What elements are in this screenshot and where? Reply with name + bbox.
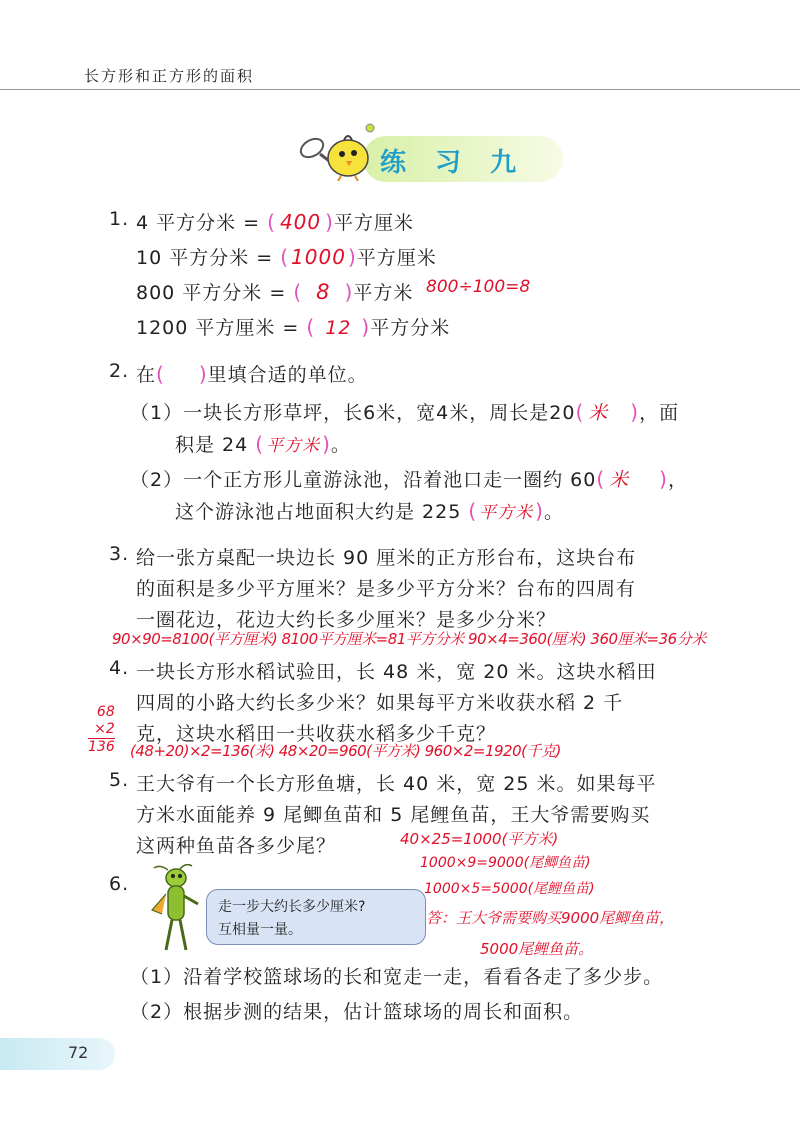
q1-line-3-answer: 8 [316,280,331,304]
q2-intro-b: 里填合适的单位。 [207,364,368,386]
exercise-title: 练 习 九 [380,148,527,178]
q2-p2-answer-2: 平方米 [479,503,534,523]
q6-number: 6. [109,873,130,895]
q4-line-2: 四周的小路大约长多少米？如果每平方米收获水稻 2 千 [136,692,624,714]
header-title: 长方形和正方形的面积 [84,67,255,85]
q4-handwritten-work: (48+20)×2=136(米) 48×20=960(平方米) 960×2=1920(千克) [130,742,561,760]
q1-line-1: 4 平方分米 = ( 400 )平方厘米 [136,210,414,234]
q5-work-line-1: 40×25=1000(平方米) [400,830,559,848]
q2-p2-c: 这个游泳池占地面积大约是 225 [175,501,462,523]
q5-work-line-3: 1000×5=5000(尾鲤鱼苗) [424,881,595,897]
q2-p1-c: 积是 24 [175,434,249,456]
q2-p1-b: ，面 [639,402,680,424]
q5-number: 5. [109,769,130,791]
q1-line-4-suffix: 平方分米 [370,317,451,339]
q4-side-calc-3: 136 [88,739,115,755]
q5-line-1: 王大爷有一个长方形鱼塘，长 40 米，宽 25 米。如果每平 [136,773,657,795]
q6-part-1: （1）沿着学校篮球场的长和宽走一走，看看各走了多少步。 [130,966,664,988]
page-number-tab [0,1038,115,1070]
q3-line-2: 的面积是多少平方厘米？是多少平方分米？台布的四周有 [136,578,637,600]
speech-line-2: 互相量一量。 [218,922,302,938]
q1-line-3: 800 平方分米 = ( 8 )平方米 [136,280,414,304]
q1-note: 800÷100=8 [426,277,531,297]
grasshopper-illustration [140,864,206,956]
header-rule [0,89,800,90]
q6-part-2: （2）根据步测的结果，估计篮球场的周长和面积。 [130,1001,584,1023]
q1-line-3-suffix: 平方米 [353,282,414,304]
speech-line-1: 走一步大约长多少厘米? [218,899,366,915]
q2-p1-answer-1: 米 [588,402,609,424]
q3-line-3: 一圈花边，花边大约长多少厘米？是多少分米？ [136,609,557,631]
q3-line-1: 给一张方桌配一块边长 90 厘米的正方形台布，这块台布 [136,547,637,569]
q1-line-3-prefix: 800 平方分米 = [136,282,294,304]
q1-line-2-suffix: 平方厘米 [356,247,437,269]
q4-side-calculation [88,704,115,756]
q1-line-1-suffix: 平方厘米 [333,212,414,234]
q2-p1-answer-2: 平方米 [266,436,321,456]
q5-line-2: 方米水面能养 9 尾鲫鱼苗和 5 尾鲤鱼苗，王大爷需要购买 [136,804,651,826]
q2-intro-a: 在 [136,364,157,386]
q2-p2-line-1: （2）一个正方形儿童游泳池，沿着池口走一圈约 60( 米 )， [130,467,688,491]
q2-p1-line-2: 积是 24 ( 平方米 )。 [175,432,351,456]
q2-intro: 在( )里填合适的单位。 [136,362,368,386]
q2-p2-line-2: 这个游泳池占地面积大约是 225 ( 平方米 )。 [175,499,564,523]
q3-number: 3. [109,543,130,565]
q5-answer-line-2: 5000尾鲤鱼苗。 [480,940,594,958]
q5-answer-line-1: 答：王大爷需要购买9000尾鲫鱼苗， [426,909,675,927]
q1-line-2: 10 平方分米 = ( 1000 )平方厘米 [136,245,437,269]
q1-line-4-answer: 12 [325,317,352,339]
page-number: 72 [68,1043,89,1062]
chick-tennis-illustration [296,118,386,183]
q4-number: 4. [109,657,130,679]
q1-line-4-prefix: 1200 平方厘米 = [136,317,307,339]
q5-work-line-2: 1000×9=9000(尾鲫鱼苗) [420,855,591,871]
q2-p2-b: ， [667,469,688,491]
q2-p1-d: 。 [330,434,351,456]
q1-line-2-prefix: 10 平方分米 = [136,247,281,269]
q4-side-calc-1: 68 [96,704,115,720]
q2-p1-a: （1）一块长方形草坪，长6米，宽4米，周长是20 [130,402,576,424]
q1-number: 1. [109,208,130,230]
q1-line-4: 1200 平方厘米 = ( 12 )平方分米 [136,315,451,339]
q4-side-calc-2: ×2 [88,721,115,739]
q3-handwritten-work: 90×90=8100(平方厘米) 8100平方厘米=81平方分米 90×4=360(厘米) 360厘米=36分米 [112,630,706,648]
q1-line-1-answer: 400 [279,210,322,234]
q1-line-1-prefix: 4 平方分米 = [136,212,268,234]
q4-line-1: 一块长方形水稻试验田，长 48 米，宽 20 米。这块水稻田 [136,661,657,683]
q2-p2-answer-1: 米 [609,469,630,491]
q1-line-2-answer: 1000 [291,245,346,269]
q2-p1-line-1: （1）一块长方形草坪，长6米，宽4米，周长是20( 米 )，面 [130,400,680,424]
q4-line-3: 克，这块水稻田一共收获水稻多少千克？ [136,723,497,745]
q2-p2-d: 。 [543,501,564,523]
q2-p2-a: （2）一个正方形儿童游泳池，沿着池口走一圈约 60 [130,469,597,491]
q2-number: 2. [109,360,130,382]
q5-line-3: 这两种鱼苗各多少尾？ [136,835,337,857]
